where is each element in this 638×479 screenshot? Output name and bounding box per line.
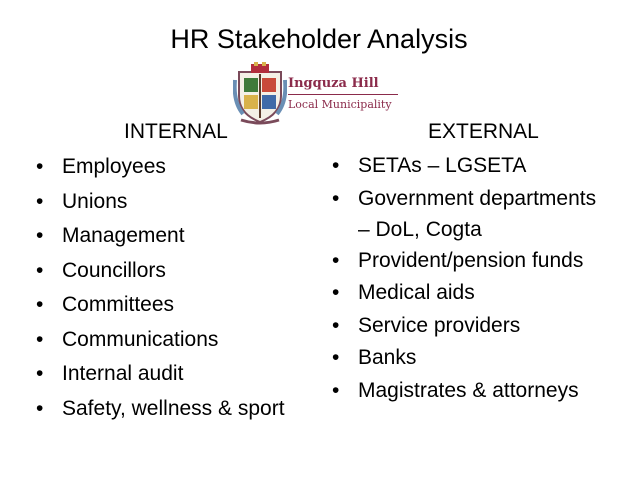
logo-subtitle: Local Municipality [288, 98, 392, 111]
list-item: • Internal audit [36, 357, 285, 392]
external-heading: EXTERNAL [428, 120, 539, 143]
slide-title: HR Stakeholder Analysis [170, 24, 468, 54]
logo-name: Ingquza Hill [288, 76, 379, 91]
external-list [332, 150, 598, 407]
coat-of-arms-icon [233, 62, 287, 126]
list-item: • Employees [36, 150, 285, 185]
list-item: • Management [36, 219, 285, 254]
list-item: • Banks [332, 342, 598, 375]
list-item: • Provident/pension funds [332, 245, 598, 278]
list-item: • Magistrates & attorneys [332, 375, 598, 408]
list-item: • Councillors [36, 254, 285, 289]
municipality-logo [233, 62, 403, 130]
list-item: • Safety, wellness & sport [36, 392, 285, 427]
list-item: • Medical aids [332, 277, 598, 310]
logo-divider [288, 94, 398, 95]
list-item: • Communications [36, 323, 285, 358]
list-item-text: • Government departments – DoL, Cogta [358, 186, 597, 241]
internal-heading: INTERNAL [124, 120, 228, 143]
list-item: • SETAs – LGSETA [332, 150, 598, 183]
list-item [332, 183, 598, 245]
list-item: • Unions [36, 185, 285, 220]
list-item: • Service providers [332, 310, 598, 343]
internal-list [36, 150, 285, 426]
list-item: • Committees [36, 288, 285, 323]
